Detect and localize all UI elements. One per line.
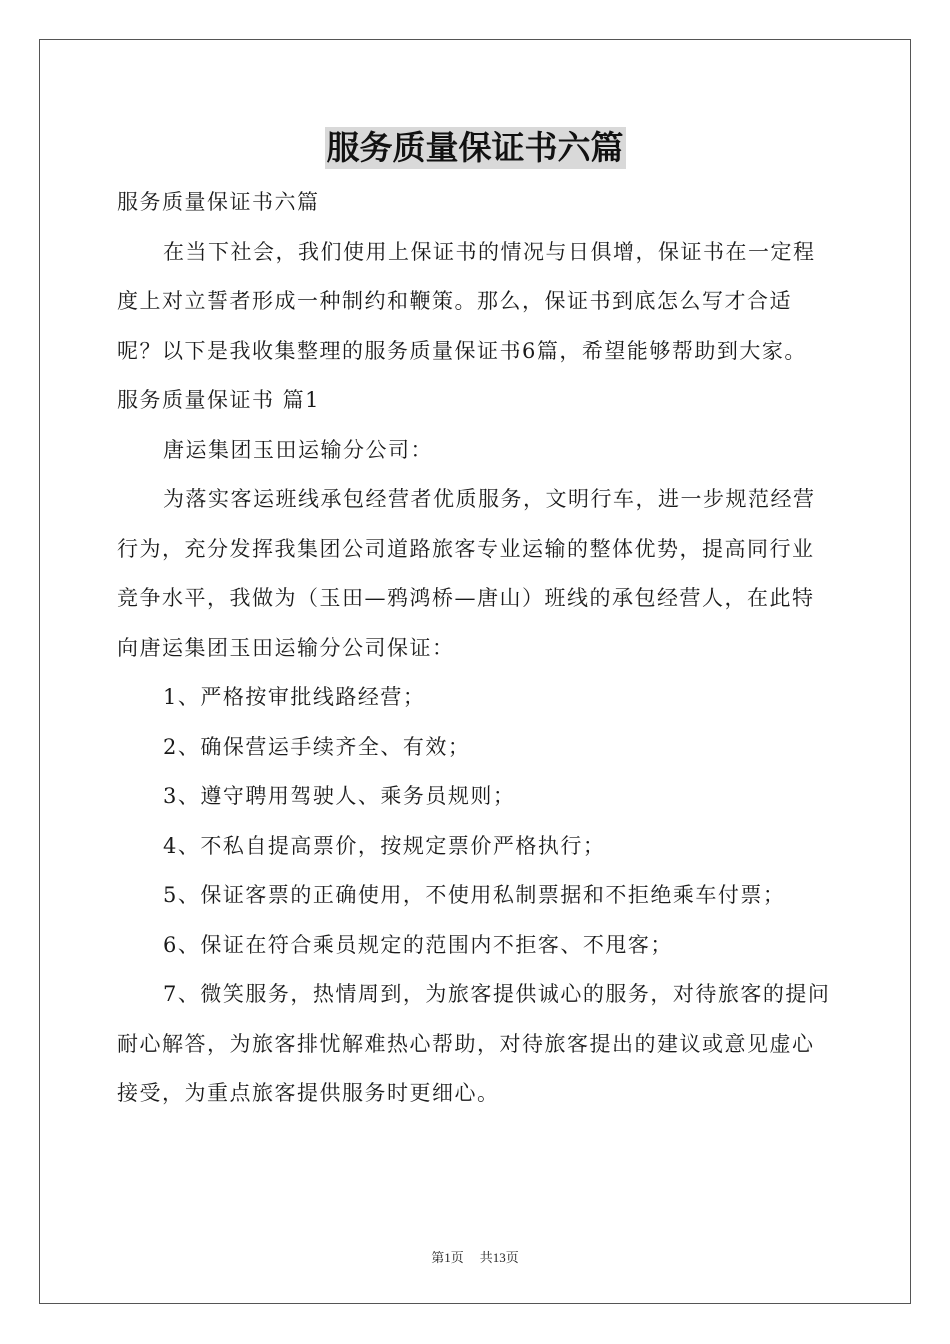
page-footer xyxy=(0,1247,950,1266)
title-container xyxy=(0,127,950,169)
list-item: 5、保证客票的正确使用，不使用私制票据和不拒绝乘车付票； xyxy=(163,883,786,907)
list-item: 1、严格按审批线路经营； xyxy=(163,685,426,709)
document-body xyxy=(117,178,835,1119)
section-heading: 服务质量保证书 篇1 xyxy=(117,388,321,412)
list-item: 4、不私自提高票价，按规定票价严格执行； xyxy=(163,833,606,858)
paragraph-subtitle: 服务质量保证书六篇 xyxy=(117,190,320,214)
list-item: 2、确保营运手续齐全、有效； xyxy=(163,734,471,759)
document-title: 服务质量保证书六篇 xyxy=(326,128,624,167)
list-item: 6、保证在符合乘员规定的范围内不拒客、不甩客； xyxy=(163,932,673,957)
paragraph-addressee: 唐运集团玉田运输分公司： xyxy=(163,437,433,462)
list-item: 3、遵守聘用驾驶人、乘务员规则； xyxy=(163,784,516,808)
paragraph-body: 为落实客运班线承包经营者优质服务，文明行车，进一步规范经营行为，充分发挥我集团公司道路旅客专业运输的整体优势，提高同行业竞争水平，我做为（玉田—鸦鸿桥—唐山）班线的承包经营人，在此特向唐运集团玉田运输分公司保证： xyxy=(117,487,816,660)
paragraph-intro: 在当下社会，我们使用上保证书的情况与日俱增，保证书在一定程度上对立誓者形成一种制约和鞭策。那么，保证书到底怎么写才合适呢？以下是我收集整理的服务质量保证书6篇，希望能够帮助到大家。 xyxy=(117,239,816,363)
page-total: 共13页 xyxy=(479,1250,519,1265)
page-number: 第1页 xyxy=(431,1250,464,1265)
list-item: 7、微笑服务，热情周到，为旅客提供诚心的服务，对待旅客的提问耐心解答，为旅客排忧解难热心帮助，对待旅客提出的建议或意见虚心接受，为重点旅客提供服务时更细心。 xyxy=(117,982,831,1105)
